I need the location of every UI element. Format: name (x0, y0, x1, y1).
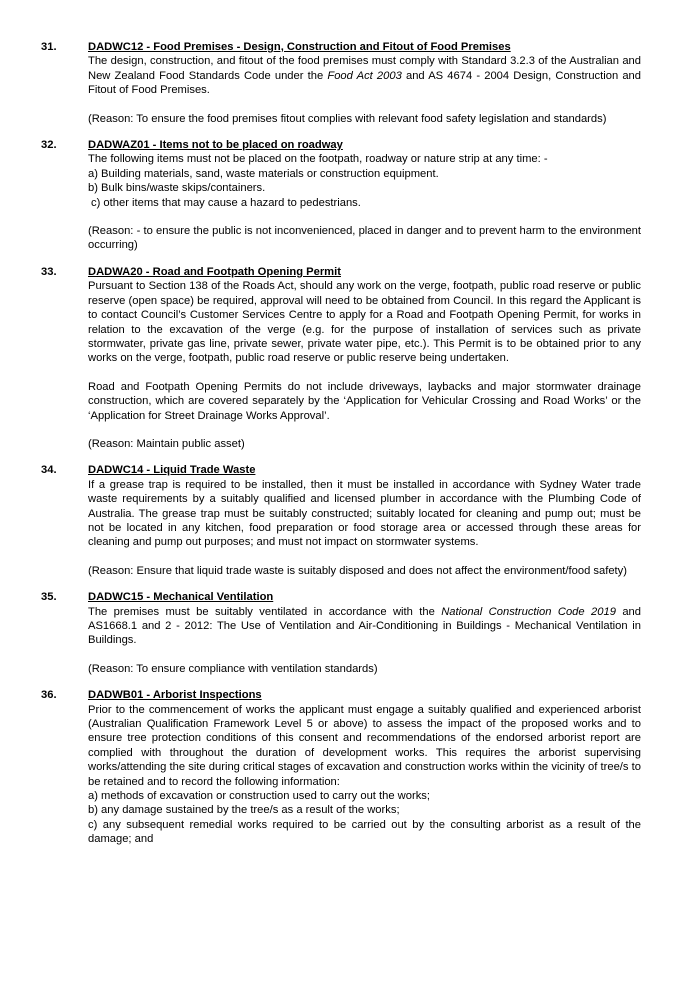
list-item: a) methods of excavation or construction used to carry out the works; (88, 790, 431, 803)
condition-paragraph: Road and Footpath Opening Permits do not include driveways, laybacks and major stormwater drainage construction, which are covered separately by the ‘Application for Vehicular Crossing and Road Works’ or the ‘Application for Street Drainage Works Approval’. (88, 380, 641, 422)
condition-34 (0, 463, 683, 578)
condition-paragraph: If a grease trap is required to be installed, then it must be installed in accordance with Sydney Water trade waste requirements by a suitably qualified and licensed plumber in accordance with the Plumbing Code of Australia. The grease trap must be suitably constructed; suitably located for cleaning and pump out; must be not be located in any kitchen, food preparation or food storage area or accessed through these areas for cleaning and pump out purposes; and must not impact on stormwater systems. (88, 478, 641, 549)
list-item: c) other items that may cause a hazard to pedestrians. (91, 196, 361, 209)
condition-32 (0, 138, 683, 253)
condition-body (88, 688, 641, 846)
condition-title: DADWC14 - Liquid Trade Waste (88, 464, 256, 477)
condition-number: 35. (41, 591, 57, 604)
document-page (0, 40, 683, 859)
condition-paragraph: Pursuant to Section 138 of the Roads Act, should any work on the verge, footpath, public road reserve or public reserve (open space) be required, approval will need to be obtained from Council. In this regard the Applicant is to contact Council’s Customer Services Centre to apply for a Road and Footpath Opening Permit, for works in relation to the excavation of the verge (e.g. for the purpose of installation of services such as private stormwater, private gas line, private sewer, private water pipe, etc.). This Permit is to be obtained prior to any works on the verge, footpath, public road reserve or public reserve being undertaken. (88, 280, 641, 365)
condition-paragraph: The design, construction, and fitout of the food premises must comply with Standard 3.2.3 of the Australian and New Zealand Food Standards Code under the Food Act 2003 and AS 4674 - 2004 Design, Construction and Fitout of Food Premises. (88, 55, 641, 97)
condition-title: DADWAZ01 - Items not to be placed on roadway (88, 139, 343, 152)
condition-36 (0, 688, 683, 846)
condition-body (88, 40, 641, 126)
condition-body (88, 590, 641, 676)
condition-paragraph: The premises must be suitably ventilated in accordance with the National Construction Code 2019 and AS1668.1 and 2 - 2012: The Use of Ventilation and Air-Conditioning in Buildings - Mechanical Ventilation in Buildings. (88, 605, 641, 647)
list-item: b) any damage sustained by the tree/s as a result of the works; (88, 804, 400, 817)
list-item: a) Building materials, sand, waste materials or construction equipment. (88, 167, 439, 180)
condition-number: 36. (41, 689, 57, 702)
condition-reason: (Reason: Maintain public asset) (88, 437, 245, 450)
condition-number: 33. (41, 265, 57, 278)
condition-reason: (Reason: To ensure compliance with ventilation standards) (88, 662, 378, 675)
condition-number: 32. (41, 139, 57, 152)
condition-paragraph: The following items must not be placed on the footpath, roadway or nature strip at any time: - (88, 153, 548, 166)
condition-33 (0, 265, 683, 451)
list-item: b) Bulk bins/waste skips/containers. (88, 182, 266, 195)
condition-body (88, 265, 641, 451)
condition-number: 31. (41, 41, 57, 53)
condition-title: DADWA20 - Road and Footpath Opening Permit (88, 265, 341, 278)
condition-title: DADWC15 - Mechanical Ventilation (88, 591, 274, 604)
condition-reason: (Reason: Ensure that liquid trade waste is suitably disposed and does not affect the environment/food safety) (88, 564, 627, 577)
condition-title: DADWB01 - Arborist Inspections (88, 689, 262, 702)
legislation-reference: National Construction Code 2019 (441, 605, 616, 618)
legislation-reference: Food Act 2003 (327, 69, 402, 82)
list-item: c) any subsequent remedial works required to be carried out by the consulting arborist as a result of the damage; and (88, 818, 641, 846)
condition-reason: (Reason: - to ensure the public is not inconvenienced, placed in danger and to prevent harm to the environment occurring) (88, 225, 641, 252)
condition-31 (0, 40, 683, 126)
condition-body (88, 463, 641, 578)
condition-title: DADWC12 - Food Premises - Design, Construction and Fitout of Food Premises (88, 41, 511, 53)
condition-paragraph: Prior to the commencement of works the applicant must engage a suitably qualified and experienced arborist (Australian Qualification Framework Level 5 or above) to assess the impact of the proposed works and to ensure tree protection conditions of this consent and recommendations of the endorsed arborist report are complied with throughout the duration of development works. This requires the arborist supervising works/attending the site during critical stages of excavation and construction works within the vicinity of tree/s to be retained and to record the following information: (88, 703, 641, 788)
condition-35 (0, 590, 683, 676)
condition-reason: (Reason: To ensure the food premises fitout complies with relevant food safety legislation and standards) (88, 112, 607, 125)
condition-number: 34. (41, 464, 57, 477)
condition-body (88, 138, 641, 253)
